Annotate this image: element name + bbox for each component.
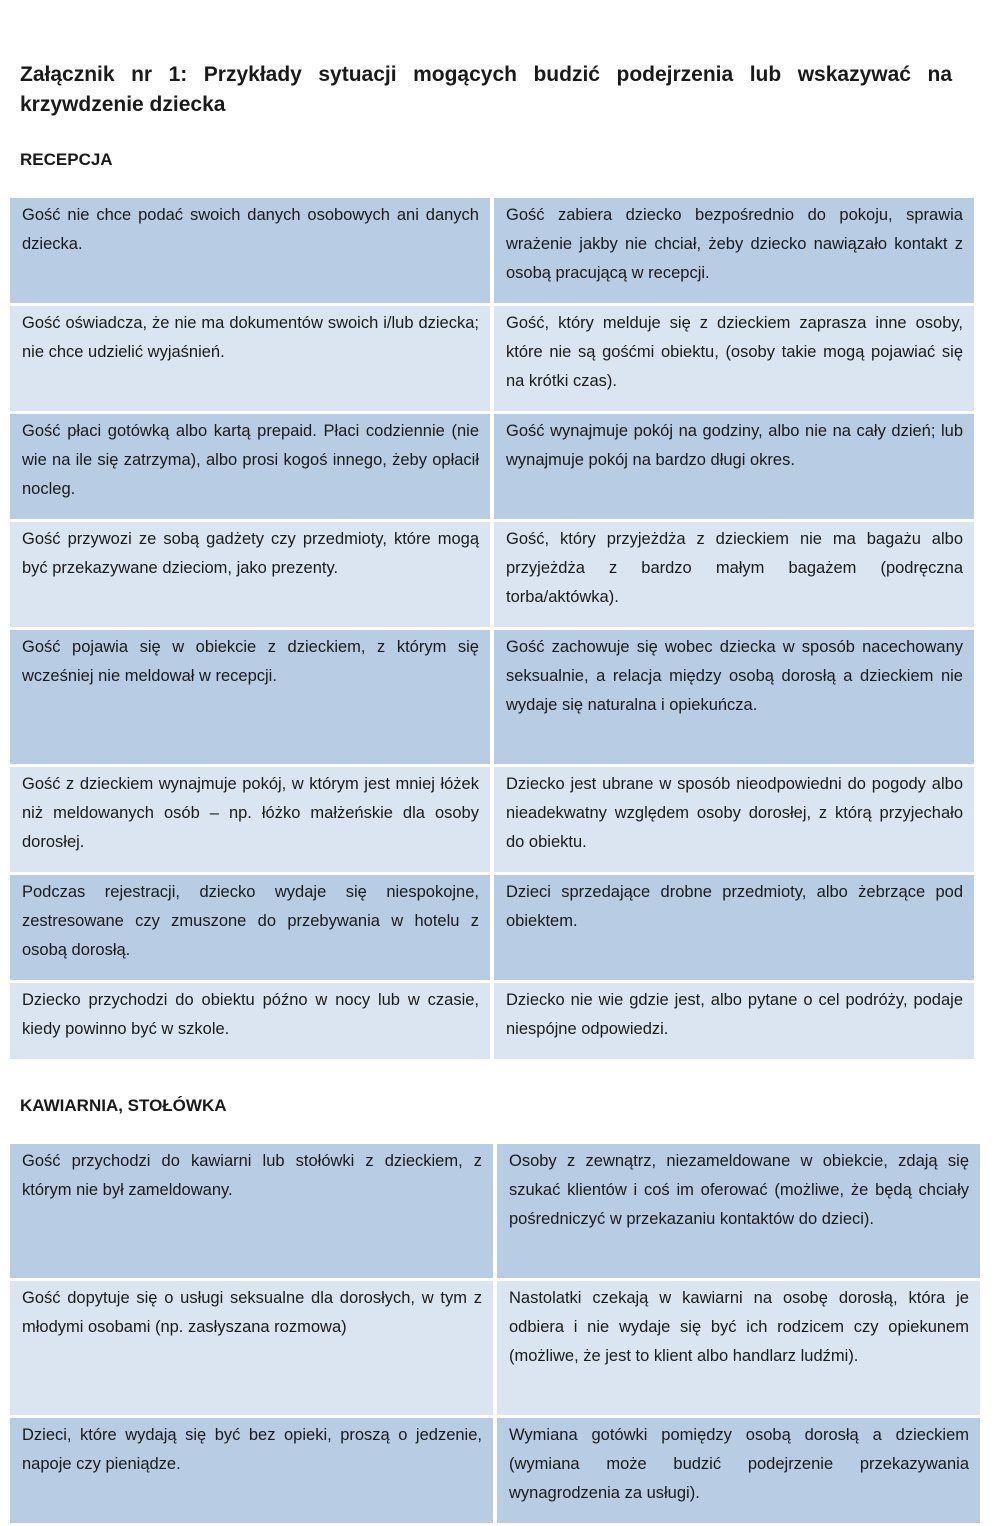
table-row	[10, 522, 974, 627]
table-cell: Gość przywozi ze sobą gadżety czy przedmioty, które mogą być przekazywane dzieciom, jako prezenty.	[10, 522, 490, 627]
section-heading-recepcja: RECEPCJA	[20, 150, 113, 169]
table-cell: Gość zabiera dziecko bezpośrednio do pokoju, sprawia wrażenie jakby nie chciał, żeby dziecko nawiązało kontakt z osobą pracującą w recepcji.	[494, 198, 974, 303]
table-cell: Gość wynajmuje pokój na godziny, albo nie na cały dzień; lub wynajmuje pokój na bardzo długi okres.	[494, 414, 974, 519]
document-title: Załącznik nr 1: Przykłady sytuacji mogących budzić podejrzenia lub wskazywać na krzywdzenie dziecka	[20, 63, 952, 116]
table-cell: Dzieci sprzedające drobne przedmioty, albo żebrzące pod obiektem.	[494, 875, 974, 980]
table-cell: Dziecko jest ubrane w sposób nieodpowiedni do pogody albo nieadekwatny względem osoby dorosłej, z którą przyjechało do obiektu.	[494, 767, 974, 872]
table-row	[10, 1281, 980, 1415]
table-cell: Gość zachowuje się wobec dziecka w sposób nacechowany seksualnie, a relacja między osobą dorosłą a dzieckiem nie wydaje się naturalna i opiekuńcza.	[494, 630, 974, 764]
table-row	[10, 875, 974, 980]
table-row	[10, 1418, 980, 1523]
table-cell: Gość przychodzi do kawiarni lub stołówki z dzieckiem, z którym nie był zameldowany.	[10, 1144, 493, 1278]
recepcja-table	[6, 195, 978, 1062]
table-cell: Nastolatki czekają w kawiarni na osobę dorosłą, która je odbiera i nie wydaje się być ich rodzicem czy opiekunem (możliwe, że jest to klient albo handlarz ludźmi).	[497, 1281, 980, 1415]
table-row	[10, 630, 974, 764]
table-cell: Dzieci, które wydają się być bez opieki, proszą o jedzenie, napoje czy pieniądze.	[10, 1418, 493, 1523]
table-row	[10, 1144, 980, 1278]
table-cell: Gość oświadcza, że nie ma dokumentów swoich i/lub dziecka; nie chce udzielić wyjaśnień.	[10, 306, 490, 411]
table-cell: Gość nie chce podać swoich danych osobowych ani danych dziecka.	[10, 198, 490, 303]
table-cell: Wymiana gotówki pomiędzy osobą dorosłą a dzieckiem (wymiana może budzić podejrzenie przekazywania wynagrodzenia za usługi).	[497, 1418, 980, 1523]
table-row	[10, 983, 974, 1059]
kawiarnia-table	[6, 1141, 984, 1526]
table-cell: Dziecko przychodzi do obiektu późno w nocy lub w czasie, kiedy powinno być w szkole.	[10, 983, 490, 1059]
table-cell: Osoby z zewnątrz, niezameldowane w obiekcie, zdają się szukać klientów i coś im oferować (możliwe, że będą chciały pośredniczyć w przekazaniu kontaktów do dzieci).	[497, 1144, 980, 1278]
table-cell: Gość płaci gotówką albo kartą prepaid. Płaci codziennie (nie wie na ile się zatrzyma), albo prosi kogoś innego, żeby opłacił nocleg.	[10, 414, 490, 519]
table-cell: Gość, który przyjeżdża z dzieckiem nie ma bagażu albo przyjeżdża z bardzo małym bagażem (podręczna torba/aktówka).	[494, 522, 974, 627]
table-cell: Podczas rejestracji, dziecko wydaje się niespokojne, zestresowane czy zmuszone do przebywania w hotelu z osobą dorosłą.	[10, 875, 490, 980]
table-row	[10, 306, 974, 411]
table-row	[10, 198, 974, 303]
table-cell: Dziecko nie wie gdzie jest, albo pytane o cel podróży, podaje niespójne odpowiedzi.	[494, 983, 974, 1059]
table-cell: Gość z dzieckiem wynajmuje pokój, w którym jest mniej łóżek niż meldowanych osób – np. łóżko małżeńskie dla osoby dorosłej.	[10, 767, 490, 872]
section-heading-kawiarnia: KAWIARNIA, STOŁÓWKA	[20, 1096, 227, 1115]
table-cell: Gość dopytuje się o usługi seksualne dla dorosłych, w tym z młodymi osobami (np. zasłyszana rozmowa)	[10, 1281, 493, 1415]
table-row	[10, 414, 974, 519]
table-row	[10, 767, 974, 872]
table-cell: Gość pojawia się w obiekcie z dzieckiem, z którym się wcześniej nie meldował w recepcji.	[10, 630, 490, 764]
table-cell: Gość, który melduje się z dzieckiem zaprasza inne osoby, które nie są gośćmi obiektu, (osoby takie mogą pojawiać się na krótki czas).	[494, 306, 974, 411]
